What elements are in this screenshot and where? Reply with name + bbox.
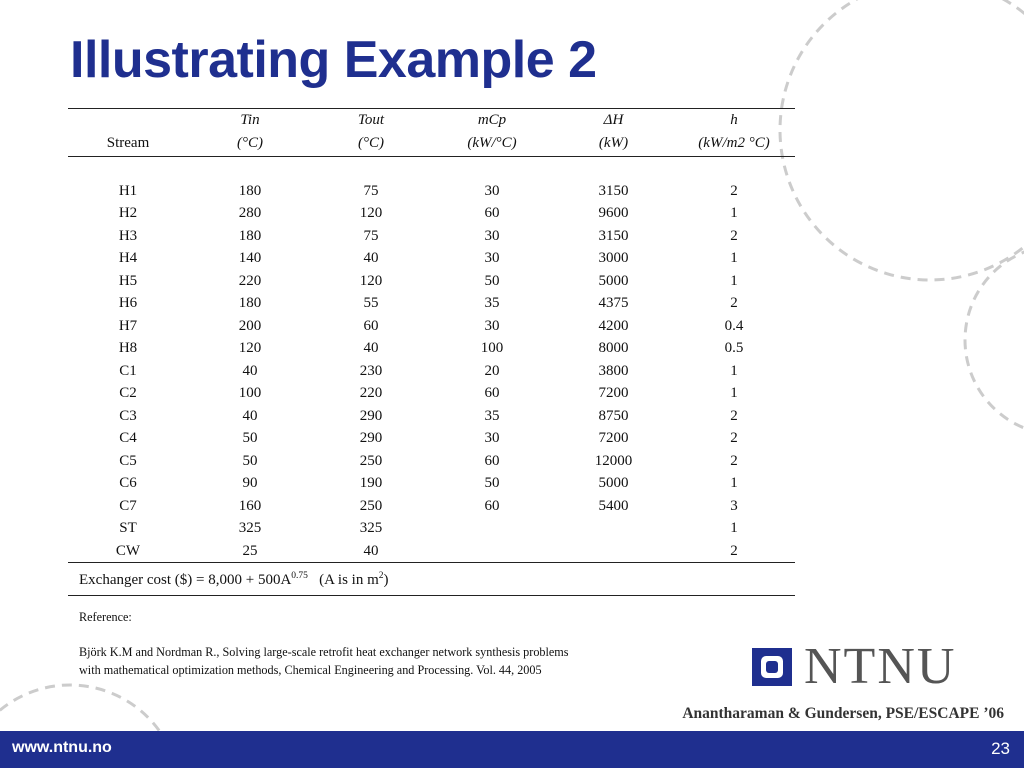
table-cell: 40 [363,250,379,266]
credit-line: Anantharaman & Gundersen, PSE/ESCAPE ’06 [682,705,1004,722]
table-cell: 50 [242,452,258,469]
exchanger-cost-formula [68,563,795,595]
header-cell: Tin [240,112,260,128]
table-cell: 230 [359,362,383,379]
table-cell: 0.4 [724,317,744,334]
page-title: Illustrating Example 2 [70,31,597,89]
table-cell: 200 [238,317,262,334]
header-cell: h [730,112,738,128]
footer-url-link[interactable]: www.ntnu.no [12,739,112,756]
table-cell [430,517,554,540]
stream-name-cell: H3 [118,227,138,244]
table-cell: 220 [238,272,262,289]
table-row [68,180,795,203]
reference-gap [79,627,569,645]
table-cell: 220 [359,385,383,401]
header-cell-stream: Stream [106,134,150,151]
cost-bottom-rule [68,595,795,596]
table-cell: 290 [359,430,383,446]
table-cell: 140 [238,250,262,266]
table-cell: 75 [363,182,379,199]
reference-line-2: with mathematical optimization methods, Chemical Engineering and Processing. Vol. 44, 2005 [79,662,542,677]
table-cell [554,540,673,563]
table-cell: 100 [480,340,504,356]
stream-name-cell: C5 [119,452,137,469]
table-row [68,202,795,225]
table-cell: 5400 [598,497,629,514]
stream-name-cell: ST [119,520,137,536]
stream-name-cell: H6 [118,295,138,311]
table-cell: 3000 [598,250,629,266]
table-row [68,517,795,540]
table-row [68,292,795,315]
table-cell: 0.5 [724,340,744,356]
table-row [68,225,795,248]
cost-note-end: ) [383,572,389,588]
header-cell [68,109,188,132]
table-cell: 4375 [598,295,629,311]
table-cell: 1 [730,362,738,379]
table-cell: 120 [359,205,383,221]
table-cell: 190 [359,475,383,491]
stream-name-cell: H5 [118,272,138,289]
table-cell: 2 [730,542,738,559]
table-cell: 325 [359,520,383,536]
stream-table [68,109,795,562]
cost-exponent: 0.75 [291,571,308,581]
reference-block [79,609,569,679]
table-cell: 60 [484,385,500,401]
header-cell: (°C) [237,134,263,151]
ntnu-logo [752,638,972,695]
table-cell: 60 [484,452,500,469]
table-cell: 60 [484,205,500,221]
table-cell: 3150 [598,227,629,244]
stream-name-cell: H7 [118,317,138,334]
stream-name-cell: C1 [119,362,137,379]
stream-name-cell: CW [115,542,141,559]
stream-name-cell: C7 [119,497,137,514]
table-cell: 120 [359,272,383,289]
table-cell: 3 [730,497,738,514]
cost-area-note: (A is in m [307,572,379,588]
table-cell: 280 [238,205,262,221]
header-cell: mCp [477,112,507,128]
table-cell: 90 [242,475,258,491]
table-cell: 7200 [598,430,629,446]
stream-name-cell: C6 [119,475,137,491]
table-row [68,495,795,518]
stream-name-cell: H1 [118,182,138,199]
table-row [68,427,795,450]
table-cell: 5000 [598,475,629,491]
table-cell: 290 [359,407,383,424]
table-cell: 2 [730,407,738,424]
table-cell: 160 [238,497,262,514]
page-number: 23 [991,739,1010,758]
table-cell: 12000 [594,452,633,469]
stream-name-cell: H8 [118,340,138,356]
table-cell: 180 [238,227,262,244]
table-cell: 4200 [598,317,629,334]
table-body [68,180,795,563]
header-cell: ΔH [603,112,624,128]
table-cell: 50 [484,475,500,491]
stream-name-cell: C2 [119,385,137,401]
deco-circle-top-right [780,0,1024,280]
table-cell: 35 [484,407,500,424]
table-cell: 40 [242,407,258,424]
table-cell: 100 [238,385,262,401]
table-cell: 30 [484,182,500,199]
table-cell: 5000 [598,272,629,289]
reference-line-1: Björk K.M and Nordman R., Solving large-scale retrofit heat exchanger network synthesis problems [79,645,569,659]
table-cell: 20 [484,362,500,379]
table-cell: 250 [359,452,383,469]
table-cell: 75 [363,227,379,244]
header-cell: (kW) [598,134,629,151]
table-row [68,337,795,360]
table-cell: 3800 [598,362,629,379]
spacer-row [68,157,795,180]
header-row-top [68,109,795,132]
area-exponent: 2 [378,571,384,581]
table-row [68,405,795,428]
stream-name-cell: H2 [118,205,138,221]
table-cell: 180 [238,182,262,199]
table-cell: 25 [242,542,258,559]
stream-data-table-container [68,108,795,596]
table-row [68,382,795,405]
reference-label: Reference: [79,610,132,624]
table-cell: 30 [484,250,500,266]
table-row [68,540,795,563]
table-cell: 1 [730,520,738,536]
table-cell: 50 [484,272,500,289]
table-cell [430,540,554,563]
stream-name-cell: C3 [119,407,137,424]
table-cell: 8000 [598,340,629,356]
table-cell: 250 [359,497,383,514]
table-cell: 40 [363,340,379,356]
table-cell: 60 [484,497,500,514]
table-row [68,450,795,473]
table-row [68,270,795,293]
table-cell: 2 [730,452,738,469]
table-cell: 60 [363,317,379,334]
table-row [68,360,795,383]
table-row [68,472,795,495]
stream-name-cell: H4 [118,250,138,266]
table-cell: 1 [730,250,738,266]
spacer-cell [68,157,795,180]
table-cell: 1 [730,272,738,289]
stream-name-cell: C4 [119,430,137,446]
table-cell: 120 [238,340,262,356]
table-cell: 2 [730,182,738,199]
table-cell [554,517,673,540]
table-cell: 8750 [598,407,629,424]
table-cell: 2 [730,227,738,244]
ntnu-logo-mark-icon [752,648,792,686]
table-cell: 40 [242,362,258,379]
table-cell: 55 [363,295,379,311]
table-cell: 35 [484,295,500,311]
header-row-units [68,132,795,155]
table-cell: 325 [238,520,262,536]
table-cell: 180 [238,295,262,311]
table-row [68,315,795,338]
table-header [68,109,795,180]
table-cell: 9600 [598,205,629,221]
table-cell: 7200 [598,385,629,401]
header-cell: (°C) [358,134,384,151]
header-cell: (kW/°C) [467,134,517,151]
table-cell: 30 [484,317,500,334]
table-cell: 3150 [598,182,629,199]
table-cell: 2 [730,295,738,311]
table-cell: 30 [484,227,500,244]
cost-formula-text: Exchanger cost ($) = 8,000 + 500A [79,572,292,588]
table-cell: 2 [730,430,738,446]
table-cell: 30 [484,430,500,446]
table-cell: 40 [363,542,379,559]
table-cell: 1 [730,205,738,221]
table-cell: 50 [242,430,258,446]
ntnu-logo-text: NTNU [804,638,957,695]
table-cell: 1 [730,385,738,401]
table-row [68,247,795,270]
header-cell: (kW/m2 °C) [698,134,770,151]
footer-bar [0,731,1024,768]
header-cell: Tout [357,112,385,128]
table-cell: 1 [730,475,738,491]
